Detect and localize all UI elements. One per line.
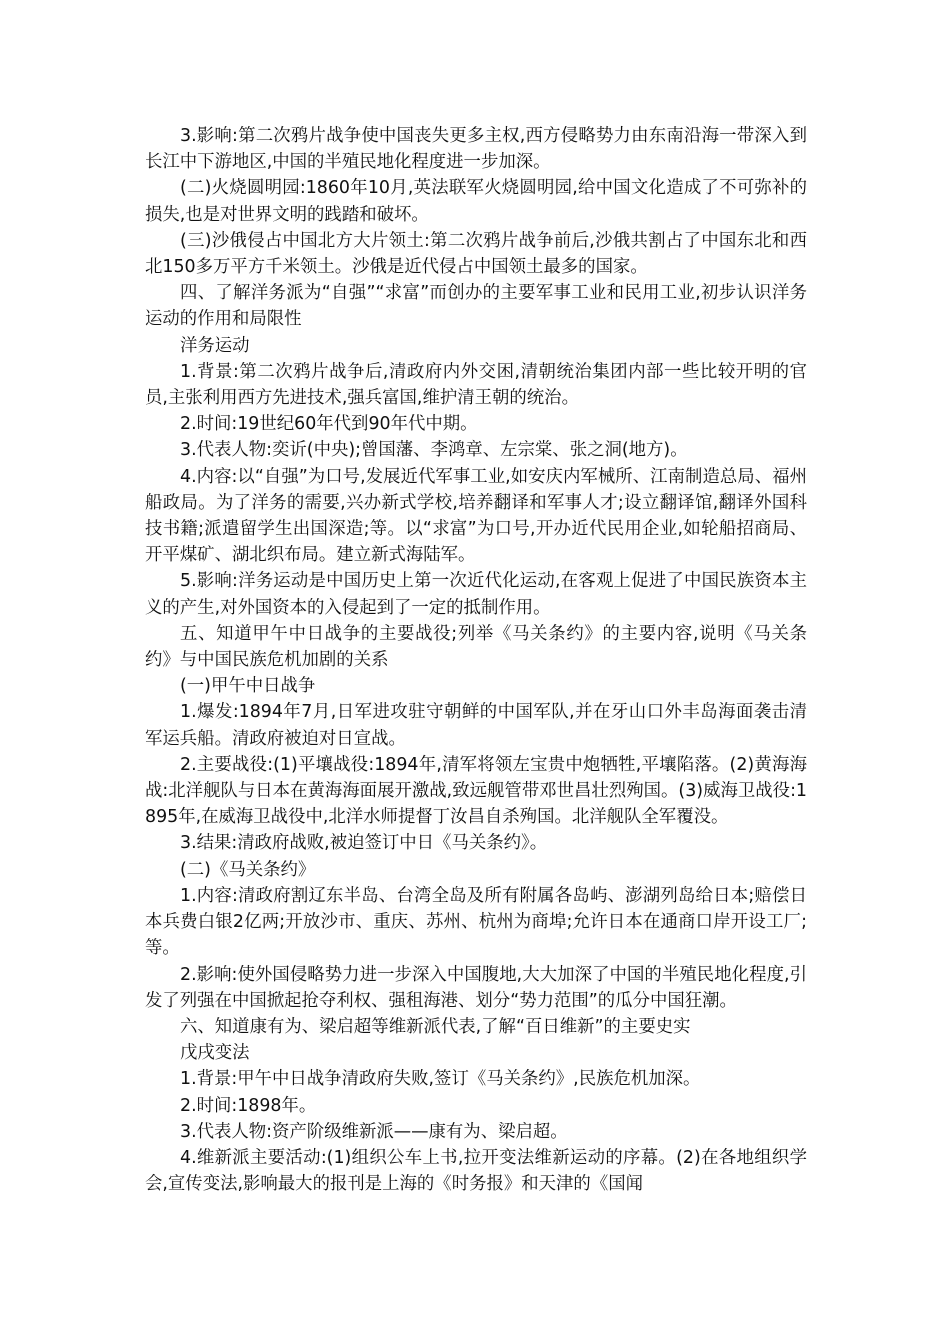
paragraph: 3.代表人物:资产阶级维新派——康有为、梁启超。: [180, 1121, 568, 1142]
paragraph: 2.时间:1898年。: [180, 1095, 317, 1116]
paragraph: 2.主要战役:(1)平壤战役:1894年,清军将领左宝贵中炮牺牲,平壤陷落。(2)黄海海战:北洋舰队与日本在黄海海面展开激战,致远舰管带邓世昌壮烈殉国。(3)威海卫战役:1895年,在威海卫战役中,北洋水师提督丁汝昌自杀殉国。北洋舰队全军覆没。: [145, 754, 807, 828]
paragraph: 3.结果:清政府战败,被迫签订中日《马关条约》。: [180, 833, 548, 854]
paragraph: (三)沙俄侵占中国北方大片领土:第二次鸦片战争前后,沙俄共割占了中国东北和西北150多万平方千米领土。沙俄是近代侵占中国领土最多的国家。: [145, 230, 807, 278]
paragraph: 1.内容:清政府割辽东半岛、台湾全岛及所有附属各岛屿、澎湖列岛给日本;赔偿日本兵费白银2亿两;开放沙市、重庆、苏州、杭州为商埠;允许日本在通商口岸开设工厂;等。: [145, 885, 807, 959]
paragraph: 3.代表人物:奕䜣(中央);曾国藩、李鸿章、左宗棠、张之洞(地方)。: [180, 440, 688, 461]
section-heading: 五、知道甲午中日战争的主要战役;列举《马关条约》的主要内容,说明《马关条约》与中国民族危机加剧的关系: [145, 623, 807, 671]
paragraph: 1.背景:第二次鸦片战争后,清政府内外交困,清朝统治集团内部一些比较开明的官员,主张利用西方先进技术,强兵富国,维护清王朝的统治。: [145, 361, 807, 409]
paragraph: 5.影响:洋务运动是中国历史上第一次近代化运动,在客观上促进了中国民族资本主义的产生,对外国资本的入侵起到了一定的抵制作用。: [145, 571, 807, 618]
paragraph: 1.爆发:1894年7月,日军进攻驻守朝鲜的中国军队,并在牙山口外丰岛海面袭击清军运兵船。清政府被迫对日宣战。: [145, 702, 807, 749]
subsection-heading: 洋务运动: [180, 335, 250, 356]
paragraph: 3.影响:第二次鸦片战争使中国丧失更多主权,西方侵略势力由东南沿海一带深入到长江中下游地区,中国的半殖民地化程度进一步加深。: [145, 126, 807, 173]
subsection-heading: (一)甲午中日战争: [180, 676, 316, 697]
paragraph: 4.内容:以“自强”为口号,发展近代军事工业,如安庆内军械所、江南制造总局、福州船政局。为了洋务的需要,兴办新式学校,培养翻译和军事人才;设立翻译馆,翻译外国科技书籍;派遣留学生出国深造;等。以“求富”为口号,开办近代民用企业,如轮船招商局、开平煤矿、湖北织布局。建立新式海陆军。: [145, 466, 807, 566]
paragraph: 2.时间:19世纪60年代到90年代中期。: [180, 414, 478, 435]
paragraph: 1.背景:甲午中日战争清政府失败,签订《马关条约》,民族危机加深。: [180, 1069, 701, 1090]
paragraph: 4.维新派主要活动:(1)组织公车上书,拉开变法维新运动的序幕。(2)在各地组织学会,宣传变法,影响最大的报刊是上海的《时务报》和天津的《国闻: [145, 1147, 807, 1195]
subsection-heading: 戊戌变法: [180, 1043, 250, 1064]
paragraph: (二)火烧圆明园:1860年10月,英法联军火烧圆明园,给中国文化造成了不可弥补的损失,也是对世界文明的践踏和破坏。: [145, 178, 807, 225]
document-body: [145, 123, 807, 1197]
paragraph: 2.影响:使外国侵略势力进一步深入中国腹地,大大加深了中国的半殖民地化程度,引发了列强在中国掀起抢夺利权、强租海港、划分“势力范围”的瓜分中国狂潮。: [145, 964, 807, 1011]
section-heading: 六、知道康有为、梁启超等维新派代表,了解“百日维新”的主要史实: [180, 1016, 691, 1037]
subsection-heading: (二)《马关条约》: [180, 859, 316, 880]
section-heading: 四、了解洋务派为“自强”“求富”而创办的主要军事工业和民用工业,初步认识洋务运动的作用和局限性: [145, 283, 807, 330]
